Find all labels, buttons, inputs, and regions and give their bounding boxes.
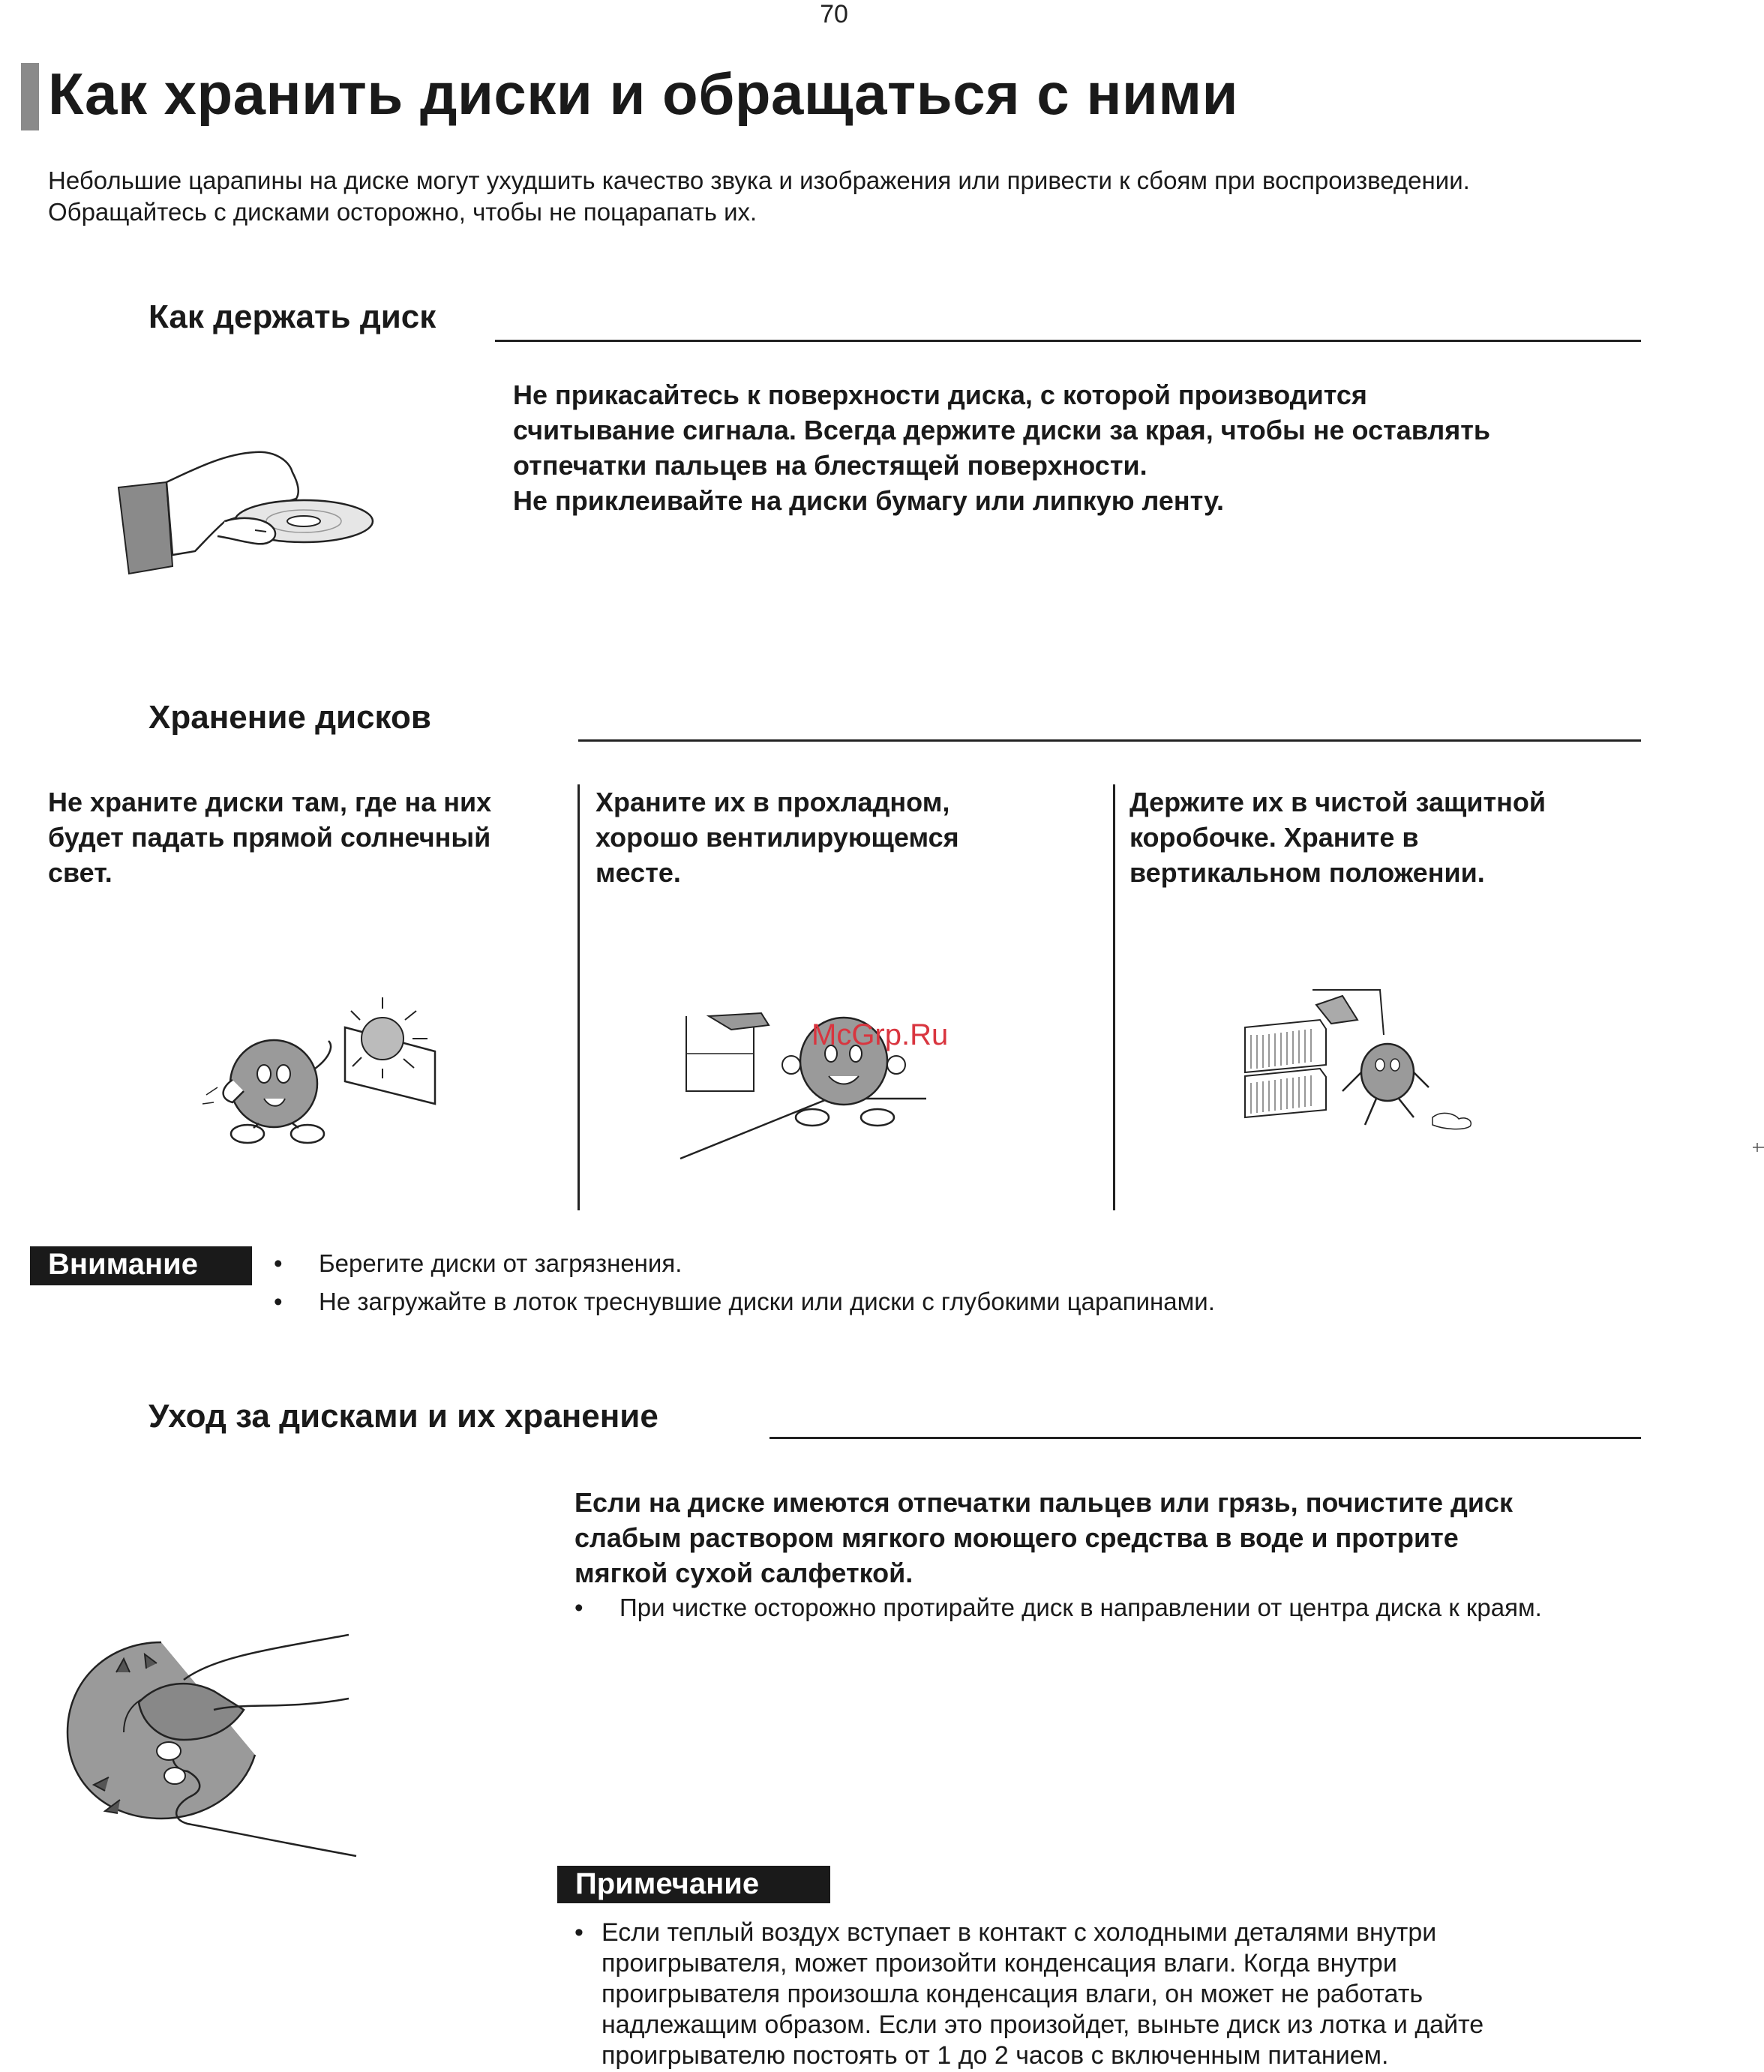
page-number: 70 <box>820 0 848 28</box>
caution-label <box>30 1246 252 1285</box>
section-heading-holding: Как держать диск <box>148 298 436 335</box>
holding-text <box>513 377 1683 518</box>
care-text <box>574 1485 1684 1591</box>
intro-line: Небольшие царапины на диске могут ухудшить качество звука и изображения или привести к сбоям при воспроизведении. <box>48 166 1470 194</box>
section-rule <box>770 1437 1641 1439</box>
note-list <box>574 1918 1534 2071</box>
care-text-line: мягкой сухой салфеткой. <box>574 1558 914 1588</box>
holding-text-line: считывание сигнала. Всегда держите диски за края, чтобы не оставлять <box>513 415 1491 445</box>
section-heading-care: Уход за дисками и их хранение <box>148 1398 658 1435</box>
care-bullet-list <box>574 1588 1700 1627</box>
storage-text-line: месте. <box>596 857 681 888</box>
storage-text-line: вертикальном положении. <box>1130 857 1485 888</box>
caution-list <box>274 1244 1624 1321</box>
holding-text-line: Не приклеивайте на диски бумагу или липкую ленту. <box>513 485 1224 516</box>
note-label-text: Примечание <box>575 1867 760 1900</box>
section-rule <box>495 340 1641 342</box>
storage-column-2 <box>596 784 1113 890</box>
note-label <box>557 1866 830 1903</box>
storage-text-line: хорошо вентилирующемся <box>596 822 959 853</box>
intro-line: Обращайтесь с дисками осторожно, чтобы не поцарапать их. <box>48 198 758 226</box>
storage-column-3 <box>1130 784 1670 890</box>
section-rule <box>578 739 1641 742</box>
storage-text-line: свет. <box>48 857 112 888</box>
caution-item: • Не загружайте в лоток треснувшие диски или диски с глубокими царапинами. <box>274 1282 1624 1321</box>
watermark: McGrp.Ru <box>812 1018 949 1051</box>
section-heading-storage: Хранение дисков <box>148 699 431 736</box>
caution-label-text: Внимание <box>48 1248 198 1281</box>
disc-cases-vertical-illustration <box>1245 990 1500 1140</box>
cleaning-disc-illustration <box>64 1627 356 1867</box>
storage-text-line: Не храните диски там, где на них <box>48 787 492 817</box>
hand-holding-disc-illustration <box>112 446 382 581</box>
disc-in-sunlight-illustration <box>202 990 442 1155</box>
storage-text-line: Храните их в прохладном, <box>596 787 950 817</box>
storage-text-line: будет падать прямой солнечный <box>48 822 491 853</box>
intro-paragraph <box>48 165 1683 228</box>
note-item: • Если теплый воздух вступает в контакт с холодными деталями внутри проигрывателя, может произойти конденсация влаги. Когда внутри проигрывателя произошла конденсация влаги, он может не работать надлежащим образом. Если это произойдет, выньте диск из лотка и дайте проигрывателю постоять от 1 до 2 часов с включенным питанием. <box>574 1918 1534 2071</box>
page-title: Как хранить диски и обращаться с ними <box>48 61 1239 127</box>
care-text-line: Если на диске имеются отпечатки пальцев или грязь, почистите диск <box>574 1487 1514 1518</box>
column-divider <box>578 784 580 1210</box>
storage-text-line: коробочке. Храните в <box>1130 822 1419 853</box>
care-text-line: слабым раствором мягкого моющего средства в воде и протрите <box>574 1522 1459 1553</box>
care-bullet: • При чистке осторожно протирайте диск в направлении от центра диска к краям. <box>574 1588 1700 1627</box>
storage-column-1 <box>48 784 573 890</box>
title-accent-bar <box>21 63 39 130</box>
column-divider <box>1113 784 1115 1210</box>
storage-text-line: Держите их в чистой защитной <box>1130 787 1546 817</box>
registration-mark <box>1751 1140 1764 1155</box>
holding-text-line: отпечатки пальцев на блестящей поверхности. <box>513 450 1148 481</box>
holding-text-line: Не прикасайтесь к поверхности диска, с которой производится <box>513 379 1367 410</box>
caution-item: • Берегите диски от загрязнения. <box>274 1244 1624 1282</box>
